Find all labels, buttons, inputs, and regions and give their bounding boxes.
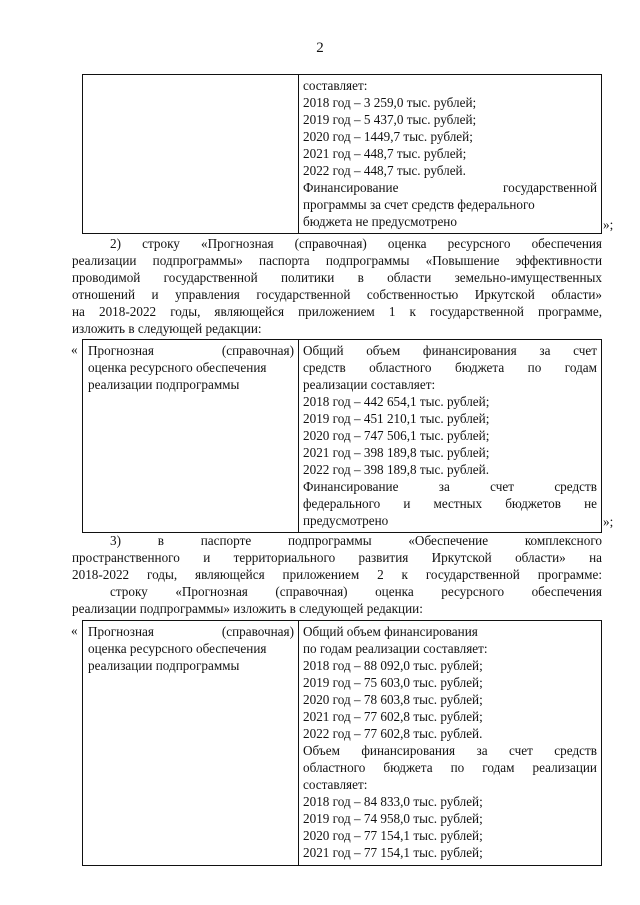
table3-line: 2022 год – 77 602,8 тыс. рублей. xyxy=(303,726,483,741)
paragraph-line: 2018-2022 годы, являющейся приложением 2 к государственной программе: xyxy=(72,567,602,582)
table2-left-line: реализации подпрограммы xyxy=(88,377,240,392)
table2-open-quote: « xyxy=(71,342,78,357)
table1-right-cell xyxy=(299,75,602,234)
table3-line: Объем финансирования за счет средств xyxy=(303,743,597,758)
table3-left-line: Прогнозная (справочная) xyxy=(88,624,294,639)
table2-line: предусмотрено xyxy=(303,513,389,528)
table2-line: 2021 год – 398 189,8 тыс. рублей; xyxy=(303,445,490,460)
table3-line: 2021 год – 77 154,1 тыс. рублей; xyxy=(303,845,483,860)
table3-line: по годам реализации составляет: xyxy=(303,641,488,656)
table3-line: Общий объем финансирования xyxy=(303,624,478,639)
table1-left-cell xyxy=(83,75,299,234)
table2-close-quote: »; xyxy=(603,514,614,529)
table2-line: реализации составляет: xyxy=(303,377,436,392)
paragraph-line: 3) в паспорте подпрограммы «Обеспечение комплексного xyxy=(110,533,602,548)
table3-line: 2021 год – 77 602,8 тыс. рублей; xyxy=(303,709,483,724)
table3-line: 2019 год – 74 958,0 тыс. рублей; xyxy=(303,811,483,826)
table3-left-line: оценка ресурсного обеспечения xyxy=(88,641,267,656)
table3-line: 2019 год – 75 603,0 тыс. рублей; xyxy=(303,675,483,690)
table2-line: федерального и местных бюджетов не xyxy=(303,496,597,511)
table2-left-cell xyxy=(83,340,299,533)
table3-line: 2020 год – 77 154,1 тыс. рублей; xyxy=(303,828,483,843)
table3-left-cell xyxy=(83,621,299,866)
page-number: 2 xyxy=(316,40,324,56)
funding-table-subprogram-1 xyxy=(82,339,602,533)
table3-line: 2018 год – 84 833,0 тыс. рублей; xyxy=(303,794,483,809)
table2-line: средств областного бюджета по годам xyxy=(303,360,597,375)
paragraph-item-3 xyxy=(72,532,602,617)
paragraph-line: реализации подпрограммы» паспорта подпрограммы «Повышение эффективности xyxy=(72,253,602,268)
table3-line: областного бюджета по годам реализации xyxy=(303,760,597,775)
paragraph-line: реализации подпрограммы» изложить в следующей редакции: xyxy=(72,601,423,616)
table2-line: 2019 год – 451 210,1 тыс. рублей; xyxy=(303,411,490,426)
table1-line: 2022 год – 448,7 тыс. рублей. xyxy=(303,163,466,178)
table1-line: составляет: xyxy=(303,78,368,93)
paragraph-line: пространственного и территориального развития Иркутской области» на xyxy=(72,550,602,565)
table3-line: 2020 год – 78 603,8 тыс. рублей; xyxy=(303,692,483,707)
funding-table-continuation xyxy=(82,74,602,234)
table2-line: Общий объем финансирования за счет xyxy=(303,343,597,358)
funding-table-subprogram-2 xyxy=(82,620,602,866)
table2-left-line: Прогнозная (справочная) xyxy=(88,343,294,358)
paragraph-line: на 2018-2022 годы, являющейся приложением 1 к государственной программе, xyxy=(72,304,602,319)
table3-left-line: реализации подпрограммы xyxy=(88,658,240,673)
paragraph-line: строку «Прогнозная (справочная) оценка ресурсного обеспечения xyxy=(110,584,602,599)
paragraph-item-2 xyxy=(72,235,602,337)
table3-right-cell xyxy=(299,621,602,866)
table1-line: бюджета не предусмотрено xyxy=(303,214,457,229)
table1-line: 2019 год – 5 437,0 тыс. рублей; xyxy=(303,112,477,127)
table2-right-cell xyxy=(299,340,602,533)
table1-line: программы за счет средств федерального xyxy=(303,197,535,212)
paragraph-line: 2) строку «Прогнозная (справочная) оценка ресурсного обеспечения xyxy=(110,236,602,251)
table3-line: 2018 год – 88 092,0 тыс. рублей; xyxy=(303,658,483,673)
table1-close-quote: »; xyxy=(603,217,614,232)
table2-line: 2018 год – 442 654,1 тыс. рублей; xyxy=(303,394,490,409)
table3-line: составляет: xyxy=(303,777,368,792)
paragraph-line: проводимой государственной политики в области земельно-имущественных xyxy=(72,270,602,285)
table2-left-line: оценка ресурсного обеспечения xyxy=(88,360,267,375)
table2-line: 2022 год – 398 189,8 тыс. рублей. xyxy=(303,462,489,477)
table2-line: 2020 год – 747 506,1 тыс. рублей; xyxy=(303,428,490,443)
table1-line: Финансирование государственной xyxy=(303,180,597,195)
table1-line: 2018 год – 3 259,0 тыс. рублей; xyxy=(303,95,477,110)
table3-open-quote: « xyxy=(71,623,78,638)
table1-line: 2021 год – 448,7 тыс. рублей; xyxy=(303,146,467,161)
table2-line: Финансирование за счет средств xyxy=(303,479,597,494)
table1-line: 2020 год – 1449,7 тыс. рублей; xyxy=(303,129,473,144)
paragraph-line: изложить в следующей редакции: xyxy=(72,321,262,336)
paragraph-line: отношений и управления государственной собственностью Иркутской области» xyxy=(72,287,602,302)
